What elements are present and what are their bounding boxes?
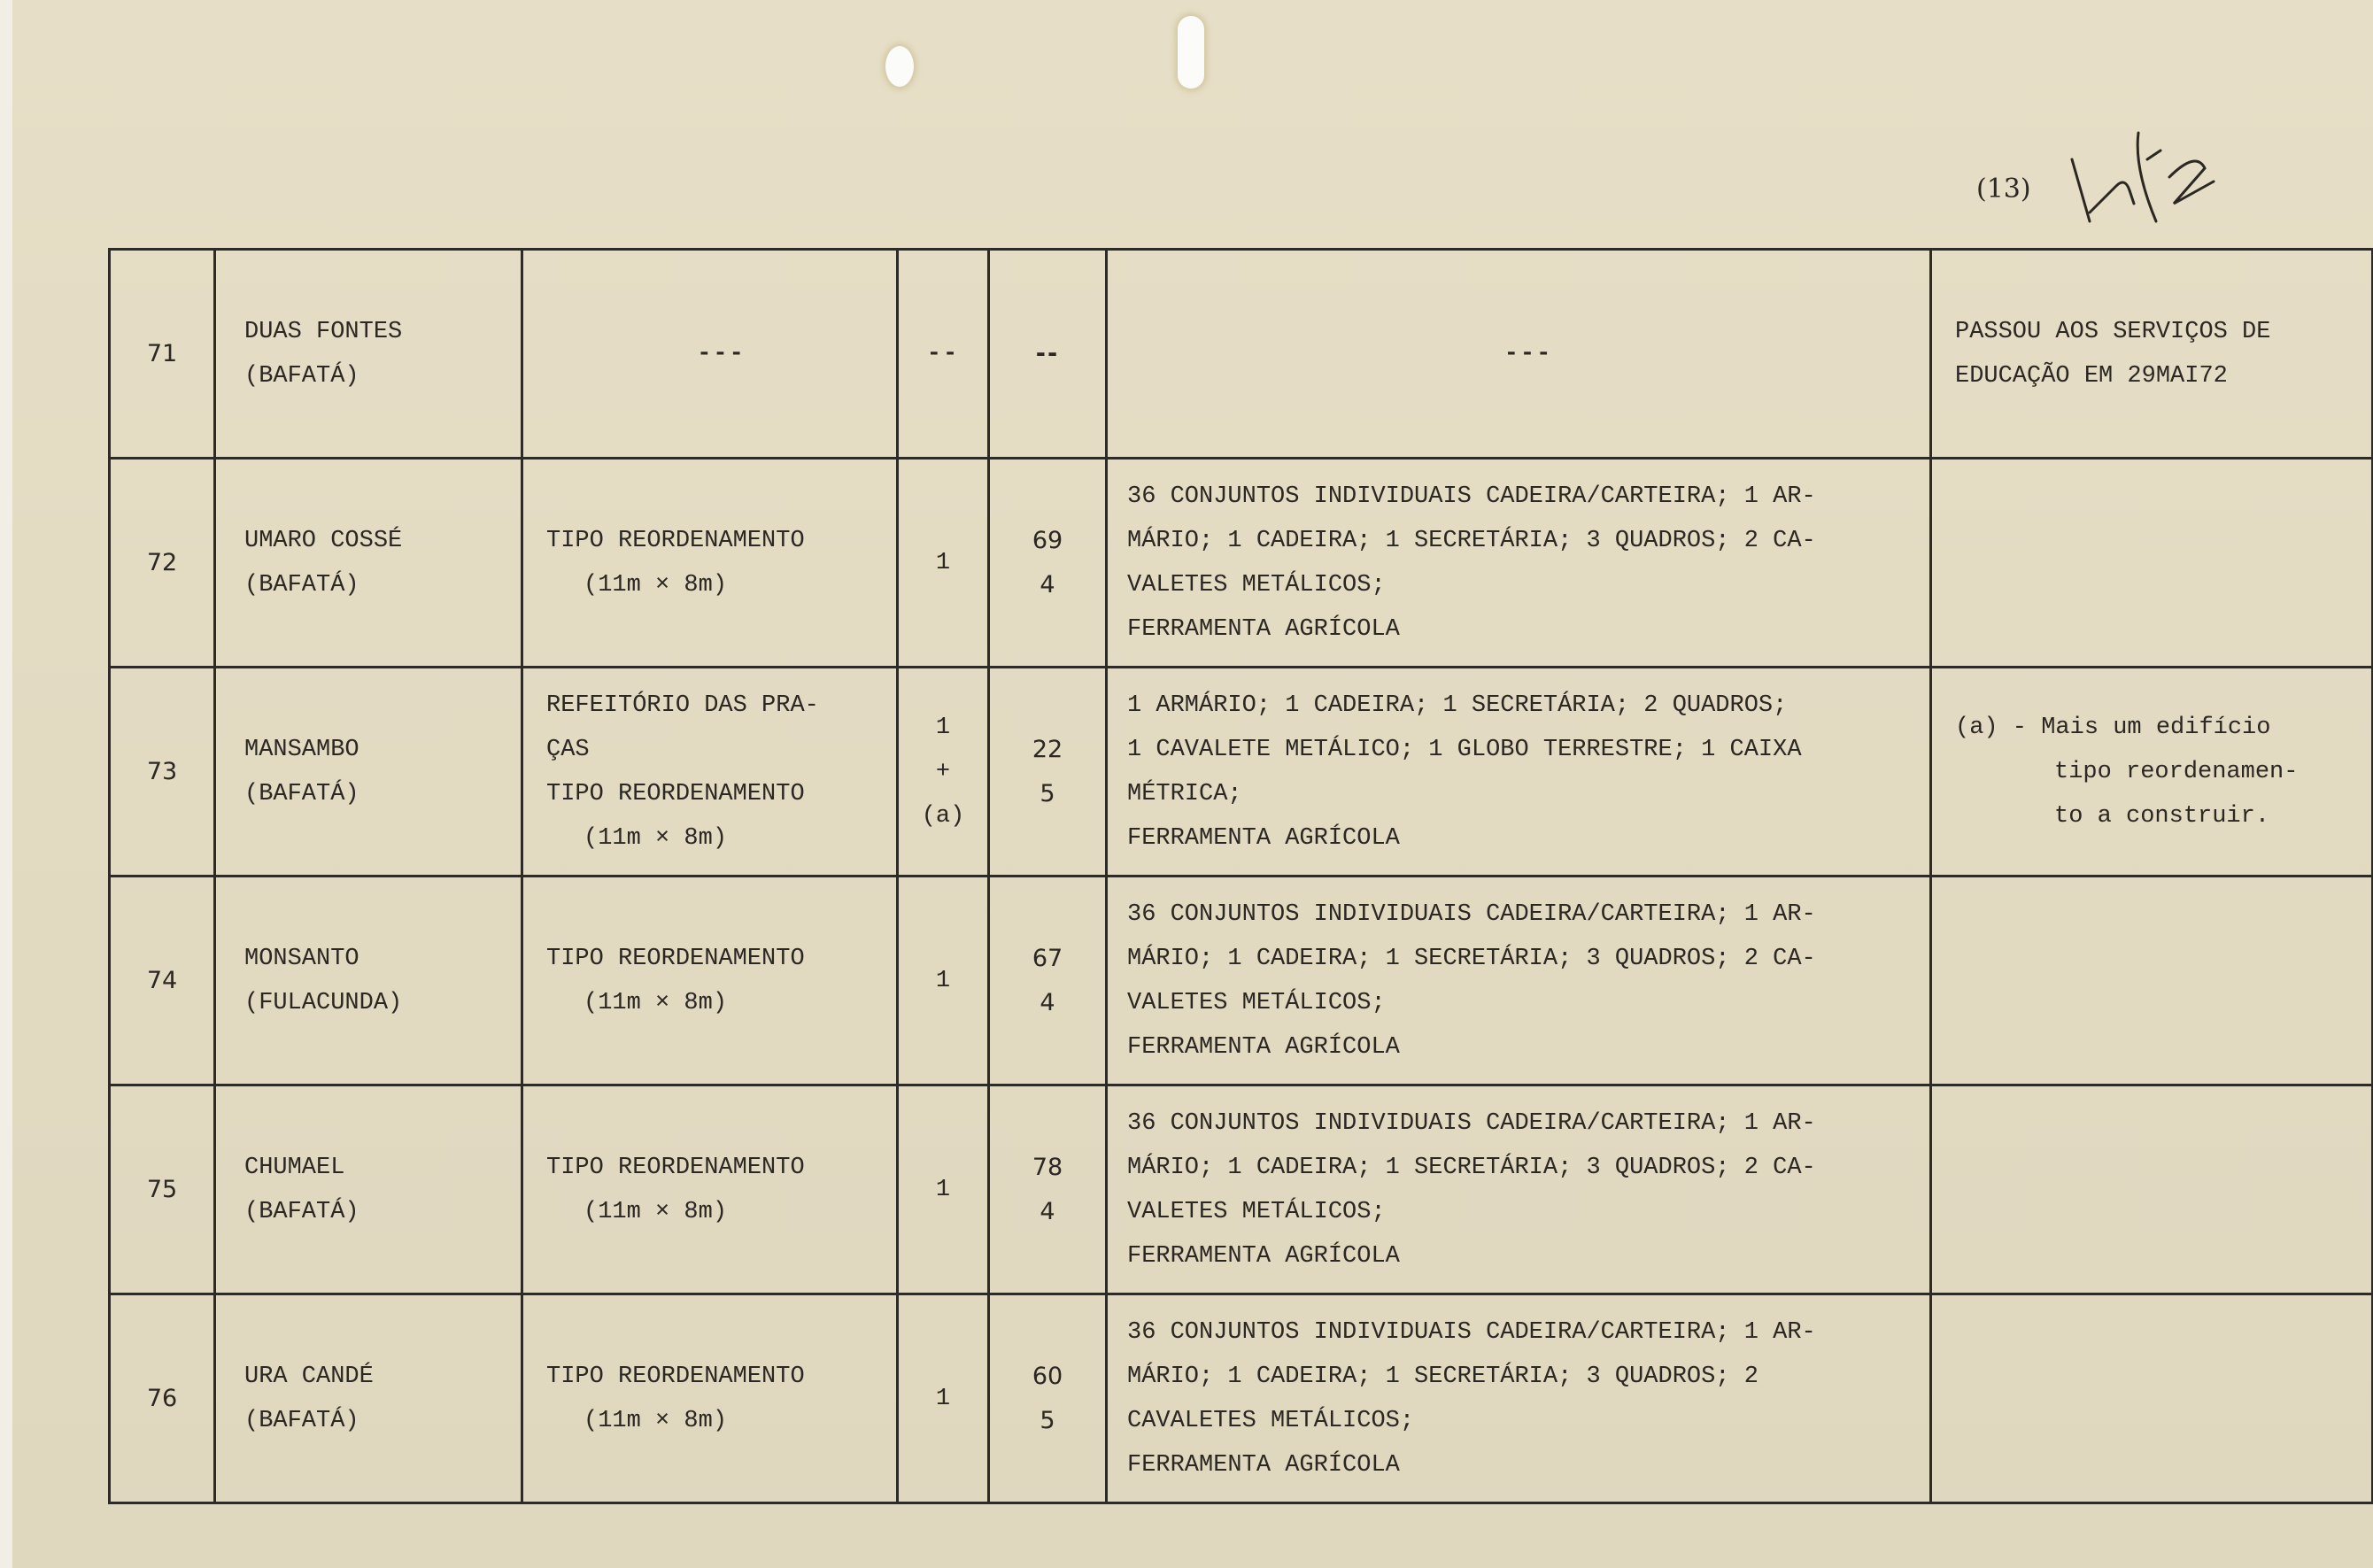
capacity-cell bbox=[989, 1085, 1107, 1294]
location-line: (BAFATÁ) bbox=[244, 362, 359, 390]
capacity-line: -- bbox=[1035, 339, 1060, 367]
equipment-line: VALETES METÁLICOS; bbox=[1127, 989, 1386, 1016]
location-line: (BAFATÁ) bbox=[244, 571, 359, 599]
observations-cell bbox=[1931, 877, 2373, 1085]
row-number-cell bbox=[110, 459, 215, 668]
row-number-cell bbox=[110, 877, 215, 1085]
quantity-cell bbox=[898, 1085, 989, 1294]
capacity-cell bbox=[989, 668, 1107, 877]
building-type-line: (11m × 8m) bbox=[584, 571, 728, 599]
observations-line: PASSOU AOS SERVIÇOS DE bbox=[1955, 318, 2271, 345]
equipment-line: CAVALETES METÁLICOS; bbox=[1127, 1407, 1415, 1434]
location-cell bbox=[215, 459, 522, 668]
school-registry-table bbox=[108, 248, 2373, 1504]
capacity-line: 4 bbox=[1040, 988, 1055, 1016]
equipment-line: 36 CONJUNTOS INDIVIDUAIS CADEIRA/CARTEIRA; 1 AR- bbox=[1127, 1318, 1816, 1346]
capacity-cell bbox=[989, 1294, 1107, 1503]
building-type-cell bbox=[522, 877, 898, 1085]
building-type-line: (11m × 8m) bbox=[584, 1407, 728, 1434]
capacity-cell bbox=[989, 250, 1107, 459]
location-cell bbox=[215, 250, 522, 459]
row-number-cell bbox=[110, 250, 215, 459]
row-number: 75 bbox=[146, 1175, 178, 1203]
equipment-line: 36 CONJUNTOS INDIVIDUAIS CADEIRA/CARTEIRA; 1 AR- bbox=[1127, 900, 1816, 928]
table-row bbox=[110, 668, 2373, 877]
equipment-line: 36 CONJUNTOS INDIVIDUAIS CADEIRA/CARTEIRA; 1 AR- bbox=[1127, 483, 1816, 510]
equipment-line: MÁRIO; 1 CADEIRA; 1 SECRETÁRIA; 3 QUADROS; 2 bbox=[1127, 1363, 1758, 1390]
equipment-line: --- bbox=[1503, 340, 1553, 367]
location-cell bbox=[215, 668, 522, 877]
capacity-line: 4 bbox=[1040, 570, 1055, 599]
equipment-line: 1 ARMÁRIO; 1 CADEIRA; 1 SECRETÁRIA; 2 QUADROS; bbox=[1127, 691, 1788, 719]
table-row bbox=[110, 459, 2373, 668]
equipment-line: MÁRIO; 1 CADEIRA; 1 SECRETÁRIA; 3 QUADROS; 2 CA- bbox=[1127, 1154, 1816, 1181]
location-line: DUAS FONTES bbox=[244, 318, 403, 345]
punch-hole bbox=[885, 46, 914, 87]
observations-cell bbox=[1931, 1294, 2373, 1503]
equipment-cell bbox=[1107, 459, 1931, 668]
quantity-cell bbox=[898, 250, 989, 459]
table-row bbox=[110, 877, 2373, 1085]
quantity-line: 1 bbox=[935, 1176, 951, 1203]
capacity-line: 78 bbox=[1032, 1153, 1063, 1181]
quantity-cell bbox=[898, 1294, 989, 1503]
equipment-cell bbox=[1107, 1294, 1931, 1503]
observations-line: tipo reordenamen- bbox=[2054, 758, 2299, 785]
building-type-cell bbox=[522, 250, 898, 459]
equipment-cell bbox=[1107, 1085, 1931, 1294]
location-line: (BAFATÁ) bbox=[244, 1198, 359, 1225]
building-type-cell bbox=[522, 459, 898, 668]
location-line: MANSAMBO bbox=[244, 736, 359, 763]
observations-cell bbox=[1931, 250, 2373, 459]
table-row bbox=[110, 1294, 2373, 1503]
equipment-line: FERRAMENTA AGRÍCOLA bbox=[1127, 615, 1400, 643]
capacity-cell bbox=[989, 459, 1107, 668]
location-line: (BAFATÁ) bbox=[244, 780, 359, 807]
quantity-line: 1 bbox=[935, 967, 951, 994]
capacity-line: 5 bbox=[1040, 1406, 1055, 1434]
building-type-line: REFEITÓRIO DAS PRA- bbox=[546, 691, 819, 719]
location-cell bbox=[215, 1085, 522, 1294]
building-type-line: TIPO REORDENAMENTO bbox=[546, 527, 805, 554]
observations-cell bbox=[1931, 1085, 2373, 1294]
building-type-line: TIPO REORDENAMENTO bbox=[546, 945, 805, 972]
equipment-cell bbox=[1107, 877, 1931, 1085]
location-line: MONSANTO bbox=[244, 945, 359, 972]
page-number: (13) bbox=[1976, 174, 2031, 205]
observations-cell bbox=[1931, 668, 2373, 877]
equipment-line: MÁRIO; 1 CADEIRA; 1 SECRETÁRIA; 3 QUADROS; 2 CA- bbox=[1127, 527, 1816, 554]
equipment-line: MÉTRICA; bbox=[1127, 780, 1242, 807]
location-cell bbox=[215, 1294, 522, 1503]
building-type-cell bbox=[522, 668, 898, 877]
location-line: (BAFATÁ) bbox=[244, 1407, 359, 1434]
quantity-cell bbox=[898, 877, 989, 1085]
quantity-line: 1 bbox=[935, 1385, 951, 1412]
equipment-line: 36 CONJUNTOS INDIVIDUAIS CADEIRA/CARTEIRA; 1 AR- bbox=[1127, 1109, 1816, 1137]
quantity-line: + bbox=[935, 758, 951, 785]
row-number: 72 bbox=[146, 548, 178, 576]
location-line: (FULACUNDA) bbox=[244, 989, 403, 1016]
equipment-cell bbox=[1107, 668, 1931, 877]
capacity-line: 67 bbox=[1032, 944, 1063, 972]
building-type-line: --- bbox=[697, 340, 746, 367]
punch-hole bbox=[1178, 16, 1204, 89]
building-type-cell bbox=[522, 1294, 898, 1503]
capacity-line: 5 bbox=[1040, 779, 1055, 807]
equipment-line: 1 CAVALETE METÁLICO; 1 GLOBO TERRESTRE; 1 CAIXA bbox=[1127, 736, 1802, 763]
quantity-line: 1 bbox=[935, 714, 951, 741]
observations-line: EDUCAÇÃO EM 29MAI72 bbox=[1955, 362, 2228, 390]
quantity-line: 1 bbox=[935, 549, 951, 576]
quantity-line: -- bbox=[926, 340, 960, 367]
row-number-cell bbox=[110, 1085, 215, 1294]
capacity-line: 4 bbox=[1040, 1197, 1055, 1225]
equipment-line: FERRAMENTA AGRÍCOLA bbox=[1127, 1451, 1400, 1479]
handwritten-signature-icon bbox=[2063, 106, 2258, 239]
row-number: 74 bbox=[146, 966, 178, 994]
quantity-cell bbox=[898, 459, 989, 668]
row-number: 73 bbox=[146, 757, 178, 785]
building-type-line: ÇAS bbox=[546, 736, 590, 763]
capacity-line: 60 bbox=[1032, 1362, 1063, 1390]
building-type-line: (11m × 8m) bbox=[584, 989, 728, 1016]
table-row bbox=[110, 1085, 2373, 1294]
quantity-cell bbox=[898, 668, 989, 877]
location-line: CHUMAEL bbox=[244, 1154, 345, 1181]
quantity-line: (a) bbox=[921, 802, 965, 830]
equipment-line: VALETES METÁLICOS; bbox=[1127, 571, 1386, 599]
equipment-line: FERRAMENTA AGRÍCOLA bbox=[1127, 1242, 1400, 1270]
row-number: 76 bbox=[146, 1384, 178, 1412]
equipment-line: MÁRIO; 1 CADEIRA; 1 SECRETÁRIA; 3 QUADROS; 2 CA- bbox=[1127, 945, 1816, 972]
table-row bbox=[110, 250, 2373, 459]
location-line: UMARO COSSÉ bbox=[244, 527, 403, 554]
building-type-line: (11m × 8m) bbox=[584, 824, 728, 852]
observations-line: (a) - Mais um edifício bbox=[1955, 714, 2271, 741]
equipment-line: FERRAMENTA AGRÍCOLA bbox=[1127, 1033, 1400, 1061]
row-number-cell bbox=[110, 668, 215, 877]
building-type-line: (11m × 8m) bbox=[584, 1198, 728, 1225]
equipment-cell bbox=[1107, 250, 1931, 459]
observations-line: to a construir. bbox=[2054, 802, 2270, 830]
paper-edge bbox=[0, 0, 12, 1568]
building-type-line: TIPO REORDENAMENTO bbox=[546, 1154, 805, 1181]
equipment-line: VALETES METÁLICOS; bbox=[1127, 1198, 1386, 1225]
building-type-cell bbox=[522, 1085, 898, 1294]
location-cell bbox=[215, 877, 522, 1085]
observations-cell bbox=[1931, 459, 2373, 668]
capacity-line: 69 bbox=[1032, 526, 1063, 554]
building-type-line: TIPO REORDENAMENTO bbox=[546, 780, 805, 807]
location-line: URA CANDÉ bbox=[244, 1363, 374, 1390]
capacity-line: 22 bbox=[1032, 735, 1063, 763]
capacity-cell bbox=[989, 877, 1107, 1085]
equipment-line: FERRAMENTA AGRÍCOLA bbox=[1127, 824, 1400, 852]
building-type-line: TIPO REORDENAMENTO bbox=[546, 1363, 805, 1390]
row-number: 71 bbox=[146, 339, 178, 367]
row-number-cell bbox=[110, 1294, 215, 1503]
